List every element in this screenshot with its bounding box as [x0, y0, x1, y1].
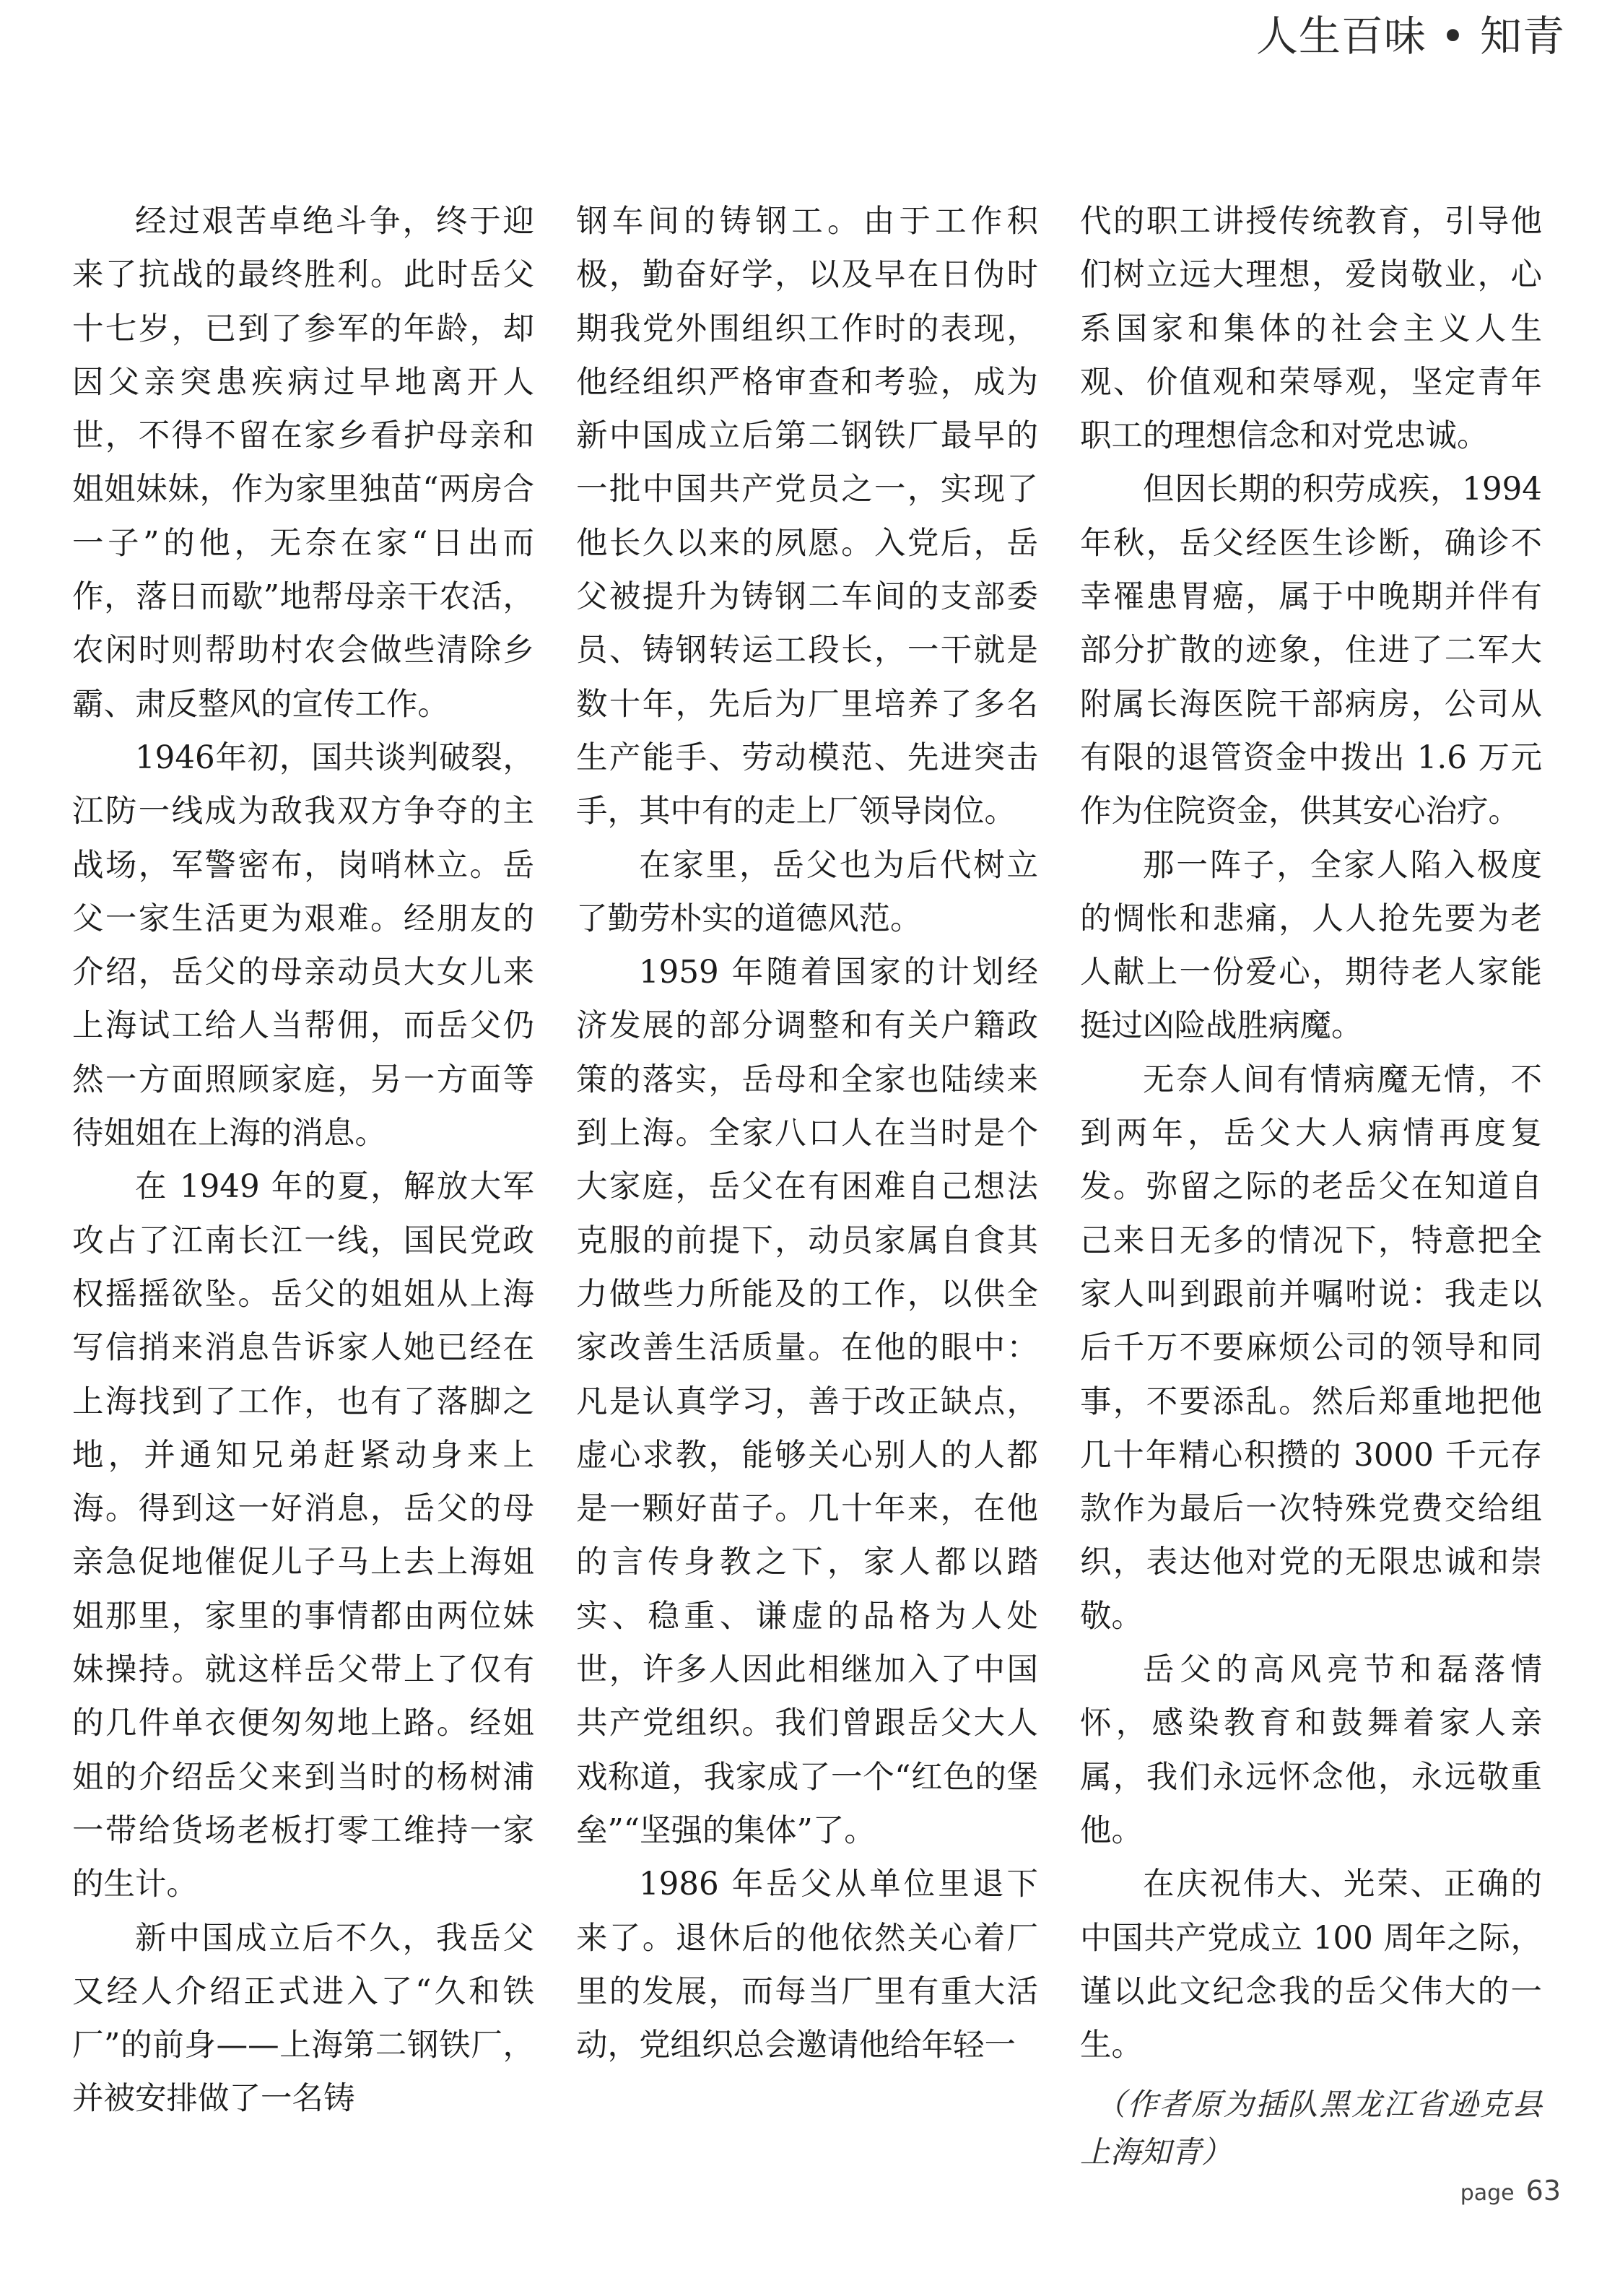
paragraph: 在庆祝伟大、光荣、正确的中国共产党成立 100 周年之际，谨以此文纪念我的岳父伟大的一生。	[1080, 1866, 1542, 2064]
paragraph: 1959 年随着国家的计划经济发展的部分调整和有关户籍政策的落实，岳母和全家也陆续来到上海。全家八口人在当时是个大家庭，岳父在有困难自己想法克服的前提下，动员家属自食其力做些力所能及的工作，以供全家改善生活质量。在他的眼中：凡是认真学习，善于改正缺点，虚心求教，能够关心别人的人都是一颗好苗子。几十年来，在他的言传身教之下，家人都以踏实、稳重、谦虚的品格为人处世，许多人因此相继加入了中国共产党组织。我们曾跟岳父大人戏称道，我家成了一个“红色的堡垒”“坚强的集体”了。	[576, 955, 1038, 1849]
page-label: page	[1460, 2180, 1515, 2206]
paragraph: 但因长期的积劳成疾，1994 年秋，岳父经医生诊断，确诊不幸罹患胃癌，属于中晚期并伴有部分扩散的迹象，住进了二军大附属长海医院干部病房，公司从有限的退管资金中拨出 1.6 万元作为住院资金，供其安心治疗。	[1080, 471, 1542, 830]
paragraph: 1986 年岳父从单位里退下来了。退休后的他依然关心着厂里的发展，而每当厂里有重大活动，党组织总会邀请他给年轻一	[576, 1866, 1038, 2064]
paragraph: 新中国成立后不久，我岳父又经人介绍正式进入了“久和铁厂”的前身——上海第二钢铁厂，并被安排做了一名铸	[72, 1920, 534, 2118]
text-column-2	[576, 195, 1038, 2072]
page-footer	[1460, 2175, 1561, 2206]
text-column-3	[1080, 195, 1542, 2176]
author-note: （作者原为插队黑龙江省逊克县上海知青）	[1080, 2087, 1542, 2170]
page-number: 63	[1525, 2175, 1561, 2206]
paragraph: 岳父的高风亮节和磊落情怀，感染教育和鼓舞着家人亲属，我们永远怀念他，永远敬重他。	[1080, 1652, 1542, 1849]
paragraph: 1946年初，国共谈判破裂，江防一线成为敌我双方争夺的主战场，军警密布，岗哨林立。岳父一家生活更为艰难。经朋友的介绍，岳父的母亲动员大女儿来上海试工给人当帮佣，而岳父仍然一方面照顾家庭，另一方面等待姐姐在上海的消息。	[72, 739, 534, 1152]
paragraph-continued: 代的职工讲授传统教育，引导他们树立远大理想，爱岗敬业，心系国家和集体的社会主义人生观、价值观和荣辱观，坚定青年职工的理想信念和对党忠诚。	[1080, 204, 1542, 455]
text-column-1	[72, 195, 534, 2126]
paragraph: 经过艰苦卓绝斗争，终于迎来了抗战的最终胜利。此时岳父十七岁，已到了参军的年龄，却因父亲突患疾病过早地离开人世，不得不留在家乡看护母亲和姐姐妹妹，作为家里独苗“两房合一子”的他，无奈在家“日出而作，落日而歇”地帮母亲干农活，农闲时则帮助村农会做些清除乡霸、肃反整风的宣传工作。	[72, 204, 534, 723]
paragraph: 那一阵子，全家人陷入极度的惆怅和悲痛，人人抢先要为老人献上一份爱心，期待老人家能挺过凶险战胜病魔。	[1080, 847, 1542, 1045]
paragraph: 在 1949 年的夏，解放大军攻占了江南长江一线，国民党政权摇摇欲坠。岳父的姐姐从上海写信捎来消息告诉家人她已经在上海找到了工作，也有了落脚之地，并通知兄弟赶紧动身来上海。得到这一好消息，岳父的母亲急促地催促儿子马上去上海姐姐那里，家里的事情都由两位妹妹操持。就这样岳父带上了仅有的几件单衣便匆匆地上路。经姐姐的介绍岳父来到当时的杨树浦一带给货场老板打零工维持一家的生计。	[72, 1169, 534, 1903]
paragraph: 在家里，岳父也为后代树立了勤劳朴实的道德风范。	[576, 847, 1038, 937]
paragraph-continued: 钢车间的铸钢工。由于工作积极，勤奋好学，以及早在日伪时期我党外围组织工作时的表现，他经组织严格审查和考验，成为新中国成立后第二钢铁厂最早的一批中国共产党员之一，实现了他长久以来的夙愿。入党后，岳父被提升为铸钢二车间的支部委员、铸钢转运工段长，一干就是数十年，先后为厂里培养了多名生产能手、劳动模范、先进突击手，其中有的走上厂领导岗位。	[576, 204, 1038, 830]
section-header: 人生百味 • 知青	[1255, 12, 1565, 61]
paragraph: 无奈人间有情病魔无情，不到两年，岳父大人病情再度复发。弥留之际的老岳父在知道自己来日无多的情况下，特意把全家人叫到跟前并嘱咐说：我走以后千万不要麻烦公司的领导和同事，不要添乱。然后郑重地把他几十年精心积攒的 3000 千元存款作为最后一次特殊党费交给组织，表达他对党的无限忠诚和崇敬。	[1080, 1061, 1542, 1635]
